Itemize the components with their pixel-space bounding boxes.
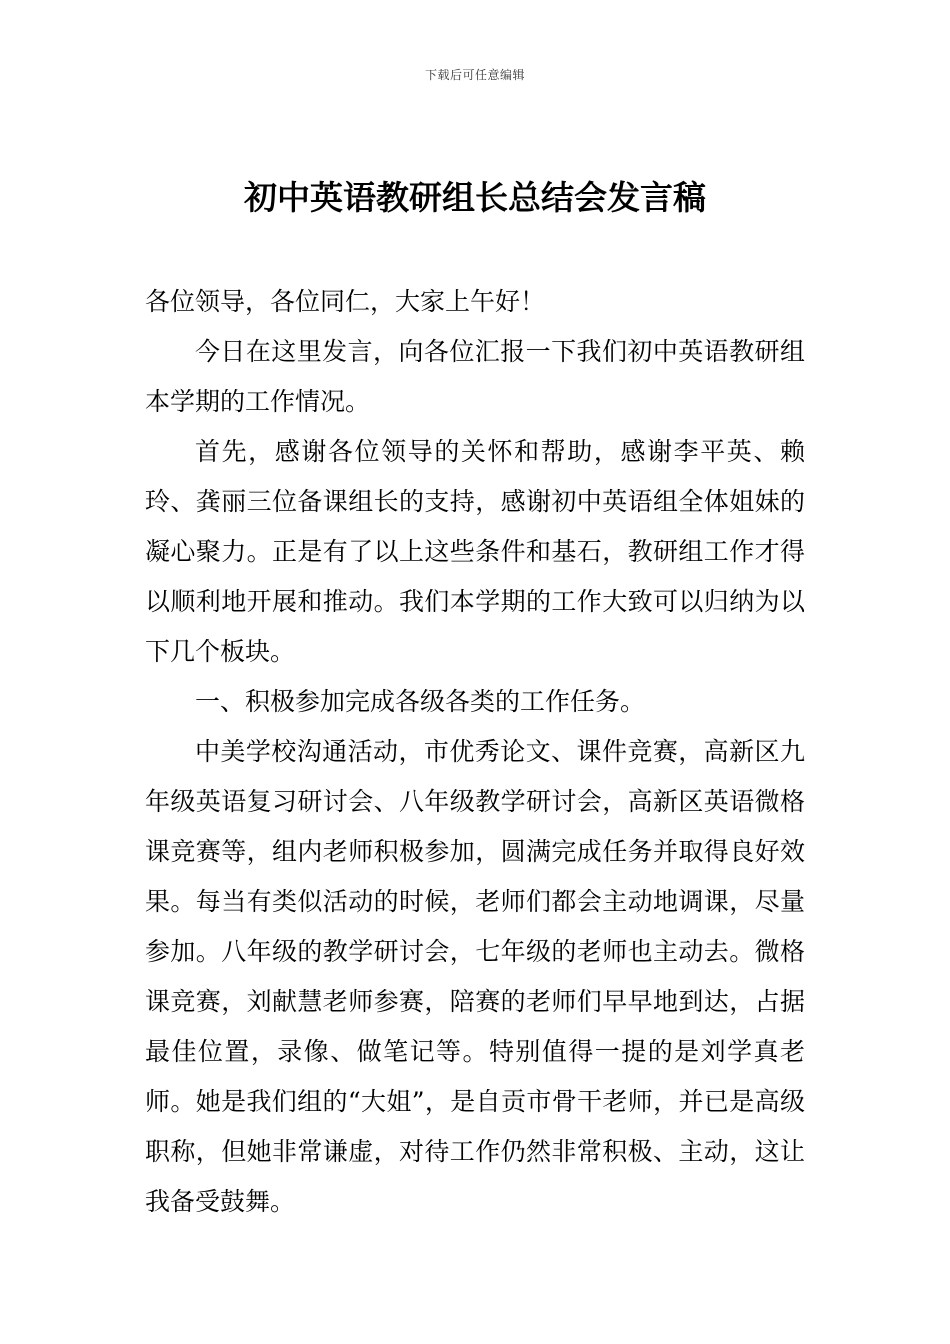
paragraph-intro: 今日在这里发言，向各位汇报一下我们初中英语教研组本学期的工作情况。 bbox=[145, 337, 805, 416]
paragraph-activities: 中美学校沟通活动，市优秀论文、课件竞赛，高新区九年级英语复习研讨会、八年级教学研讨会，高新区英语微格课竞赛等，组内老师积极参加，圆满完成任务并取得良好效果。每当有类似活动的时候，老师们都会主动地调课，尽量参加。八年级的教学研讨会，七年级的老师也主动去。微格课竞赛，刘献慧老师参赛，陪赛的老师们早早地到达，占据最佳位置，录像、做笔记等。特别值得一提的是刘学真老师。她是我们组的“大姐”，是自贡市骨干老师，并已是高级职称，但她非常谦虚，对待工作仍然非常积极、主动，这让我备受鼓舞。 bbox=[145, 737, 805, 1216]
document-body bbox=[145, 277, 805, 1227]
salutation: 各位领导，各位同仁，大家上午好！ bbox=[145, 287, 546, 316]
paragraph-thanks: 首先，感谢各位领导的关怀和帮助，感谢李平英、赖玲、龚丽三位备课组长的支持，感谢初中英语组全体姐妹的凝心聚力。正是有了以上这些条件和基石，教研组工作才得以顺利地开展和推动。我们本学期的工作大致可以归纳为以下几个板块。 bbox=[145, 437, 805, 666]
document-title: 初中英语教研组长总结会发言稿 bbox=[244, 178, 706, 217]
header-note: 下载后可任意编辑 bbox=[424, 68, 525, 82]
section-heading-1: 一、积极参加完成各级各类的工作任务。 bbox=[195, 687, 646, 716]
